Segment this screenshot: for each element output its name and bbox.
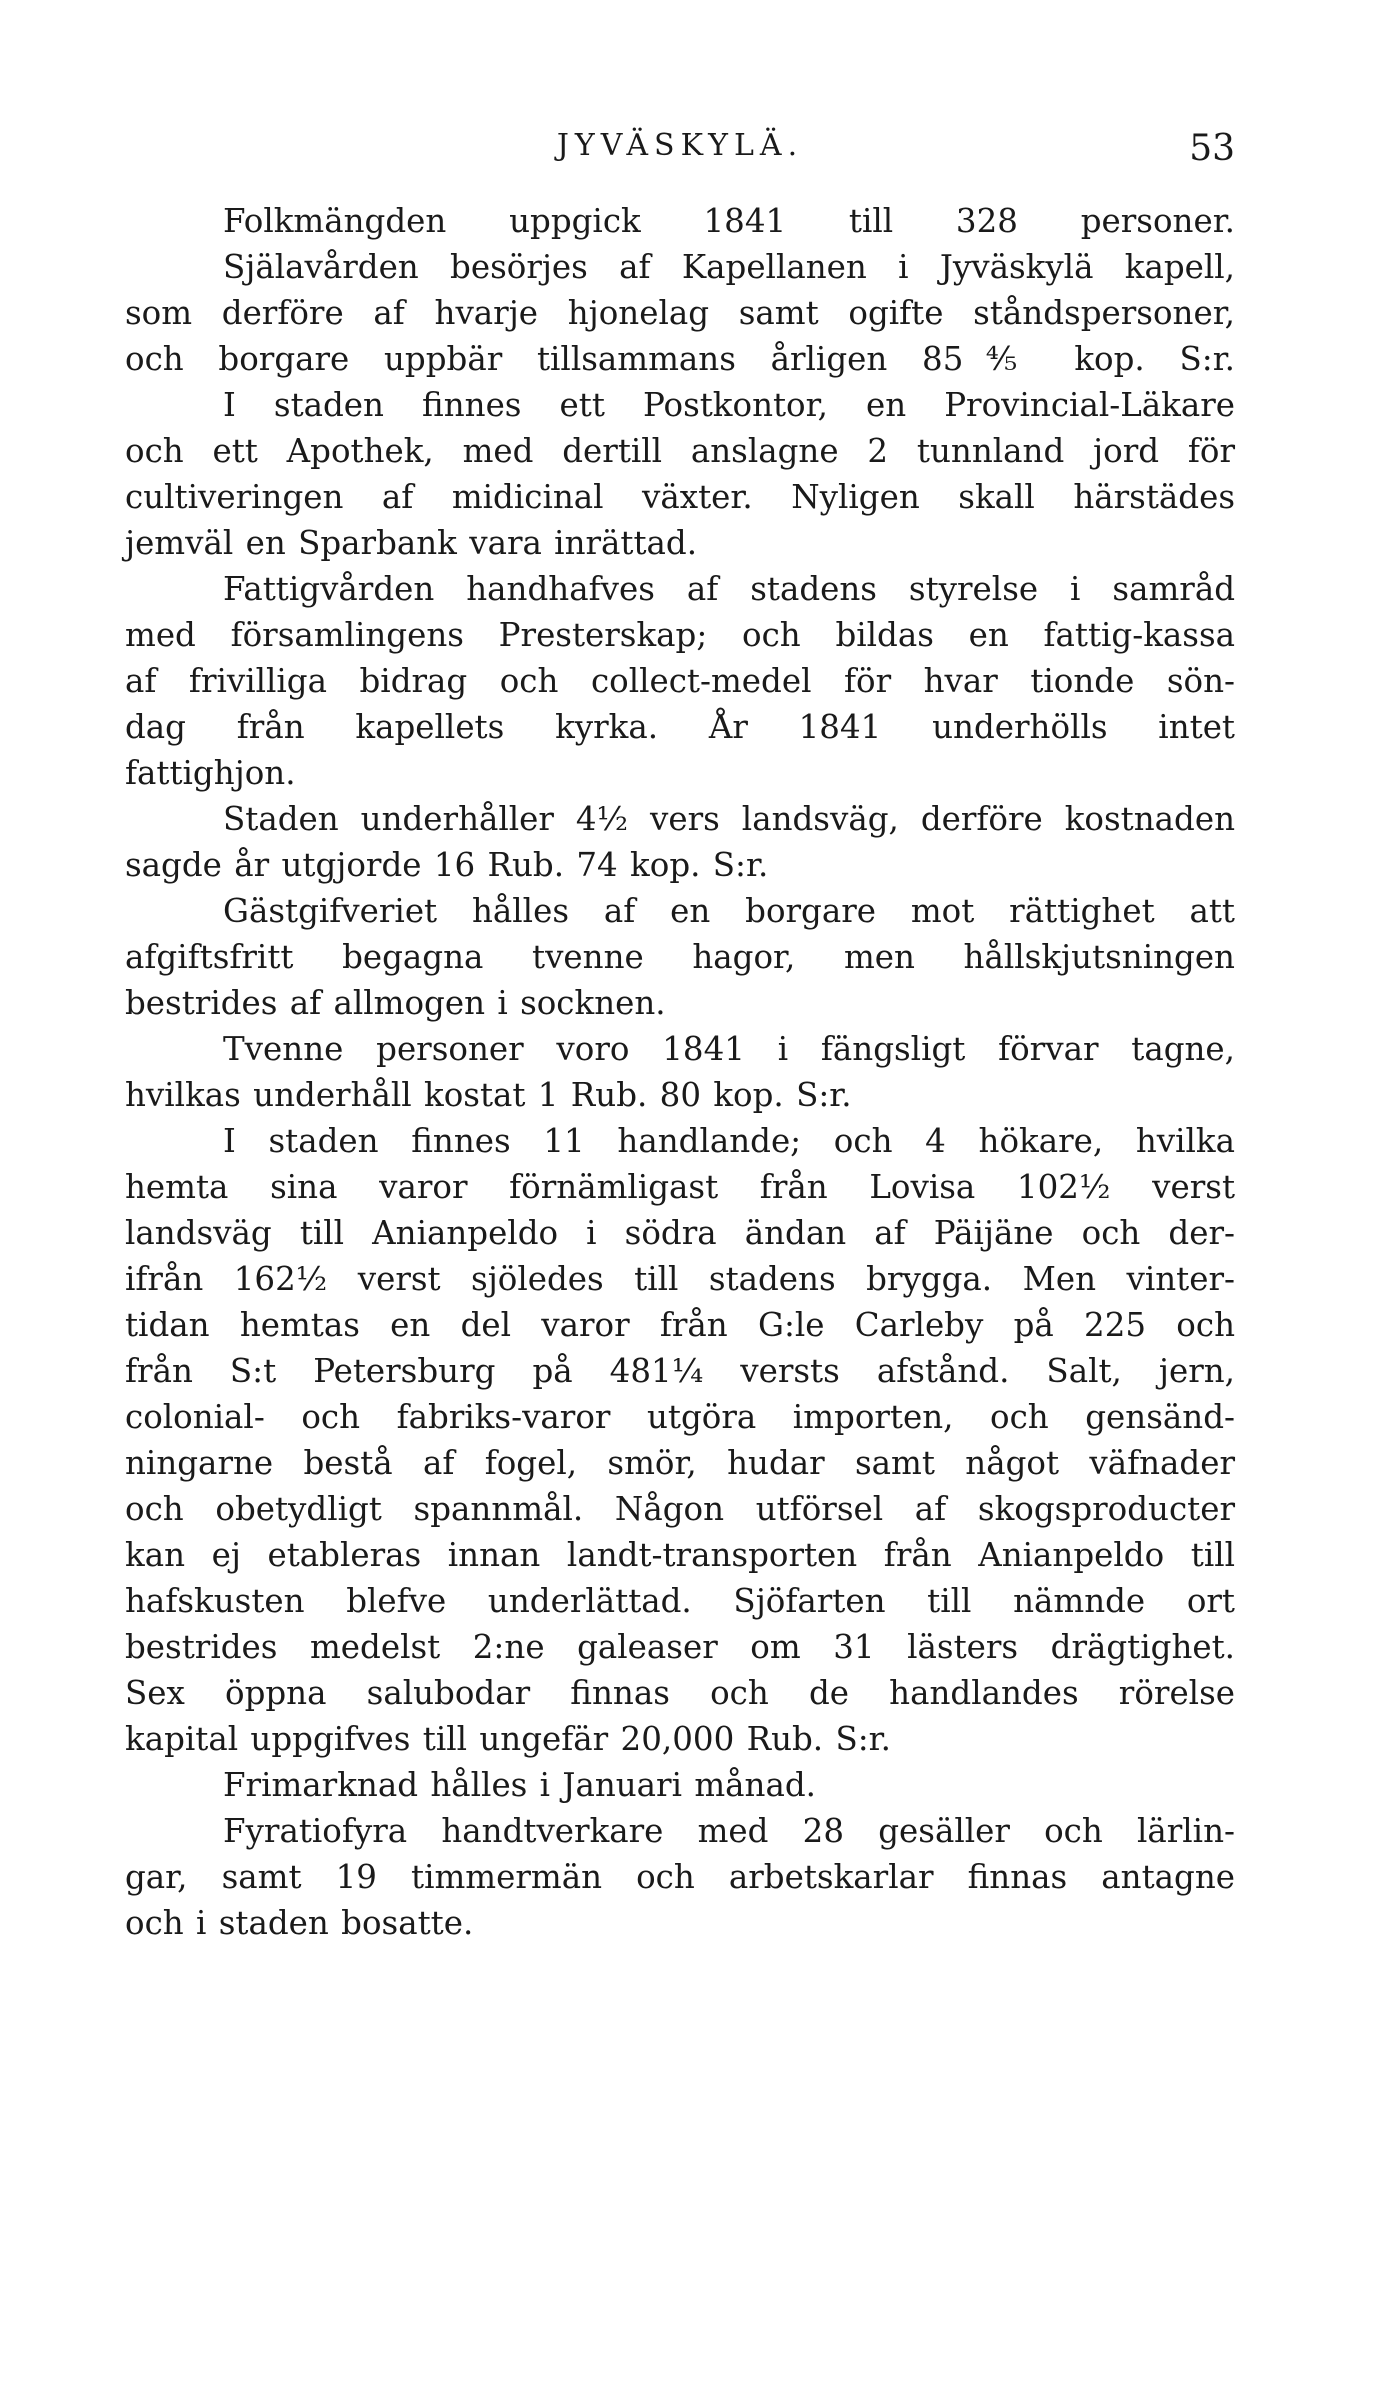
running-head: JYVÄSKYLÄ. (556, 128, 804, 163)
text-line: och ett Apothek, med dertill anslagne 2 tunnland jord för (125, 432, 1235, 470)
text-line: Folkmängden uppgick 1841 till 328 personer. (223, 202, 1235, 240)
text-line: jemväl en Sparbank vara inrättad. (125, 524, 698, 562)
text-line: med församlingens Presterskap; och bildas en fattig-kassa (125, 616, 1235, 654)
text-line: Tvenne personer voro 1841 i fängsligt förvar tagne, (223, 1030, 1235, 1068)
text-line: och obetydligt spannmål. Någon utförsel af skogsproducter (125, 1490, 1235, 1528)
text-line: colonial- och fabriks-varor utgöra importen, och gensänd- (125, 1398, 1235, 1436)
text-line: Fattigvården handhafves af stadens styrelse i samråd (223, 570, 1235, 608)
text-line: hafskusten blefve underlättad. Sjöfarten till nämnde ort (125, 1582, 1235, 1620)
text-line: I staden finnes 11 handlande; och 4 hökare, hvilka (223, 1122, 1235, 1160)
text-line: Fyratiofyra handtverkare med 28 gesäller och lärlin- (223, 1812, 1235, 1850)
text-line: Gästgifveriet hålles af en borgare mot rättighet att (223, 892, 1235, 930)
text-line: bestrides af allmogen i socknen. (125, 984, 666, 1022)
text-line: Själavården besörjes af Kapellanen i Jyväskylä kapell, (223, 248, 1235, 286)
text-line: I staden finnes ett Postkontor, en Provincial-Läkare (223, 386, 1235, 424)
text-line: sagde år utgjorde 16 Rub. 74 kop. S:r. (125, 846, 769, 884)
page-number: 53 (1189, 128, 1235, 169)
text-line: cultiveringen af midicinal växter. Nyligen skall härstädes (125, 478, 1235, 516)
text-line: af frivilliga bidrag och collect-medel för hvar tionde sön- (125, 662, 1235, 700)
body-text (125, 198, 1235, 1946)
text-line: kapital uppgifves till ungefär 20,000 Rub. S:r. (125, 1720, 891, 1758)
text-line: dag från kapellets kyrka. År 1841 underhölls intet (125, 708, 1235, 746)
text-line: fattighjon. (125, 754, 296, 792)
text-line: från S:t Petersburg på 481¼ versts afstånd. Salt, jern, (125, 1352, 1235, 1390)
text-line: som derföre af hvarje hjonelag samt ogifte ståndspersoner, (125, 294, 1235, 332)
text-line: gar, samt 19 timmermän och arbetskarlar finnas antagne (125, 1858, 1235, 1896)
text-line: och borgare uppbär tillsammans årligen 85⅘ kop. S:r. (125, 340, 1235, 378)
text-line: ifrån 162½ verst sjöledes till stadens brygga. Men vinter- (125, 1260, 1235, 1298)
text-line: tidan hemtas en del varor från G:le Carleby på 225 och (125, 1306, 1235, 1344)
text-line: landsväg till Anianpeldo i södra ändan af Päijäne och der- (125, 1214, 1235, 1252)
text-line: hvilkas underhåll kostat 1 Rub. 80 kop. S:r. (125, 1076, 852, 1114)
page-header (125, 128, 1235, 188)
text-line: Sex öppna salubodar finnas och de handlandes rörelse (125, 1674, 1235, 1712)
text-line: hemta sina varor förnämligast från Lovisa 102½ verst (125, 1168, 1235, 1206)
text-line: afgiftsfritt begagna tvenne hagor, men hållskjutsningen (125, 938, 1235, 976)
text-line: Frimarknad hålles i Januari månad. (223, 1766, 816, 1804)
text-line: och i staden bosatte. (125, 1904, 474, 1942)
text-line: Staden underhåller 4½ vers landsväg, derföre kostnaden (223, 800, 1235, 838)
text-line: ningarne bestå af fogel, smör, hudar samt något väfnader (125, 1444, 1235, 1482)
text-line: kan ej etableras innan landt-transporten från Anianpeldo till (125, 1536, 1235, 1574)
text-line: bestrides medelst 2:ne galeaser om 31 lästers drägtighet. (125, 1628, 1235, 1666)
